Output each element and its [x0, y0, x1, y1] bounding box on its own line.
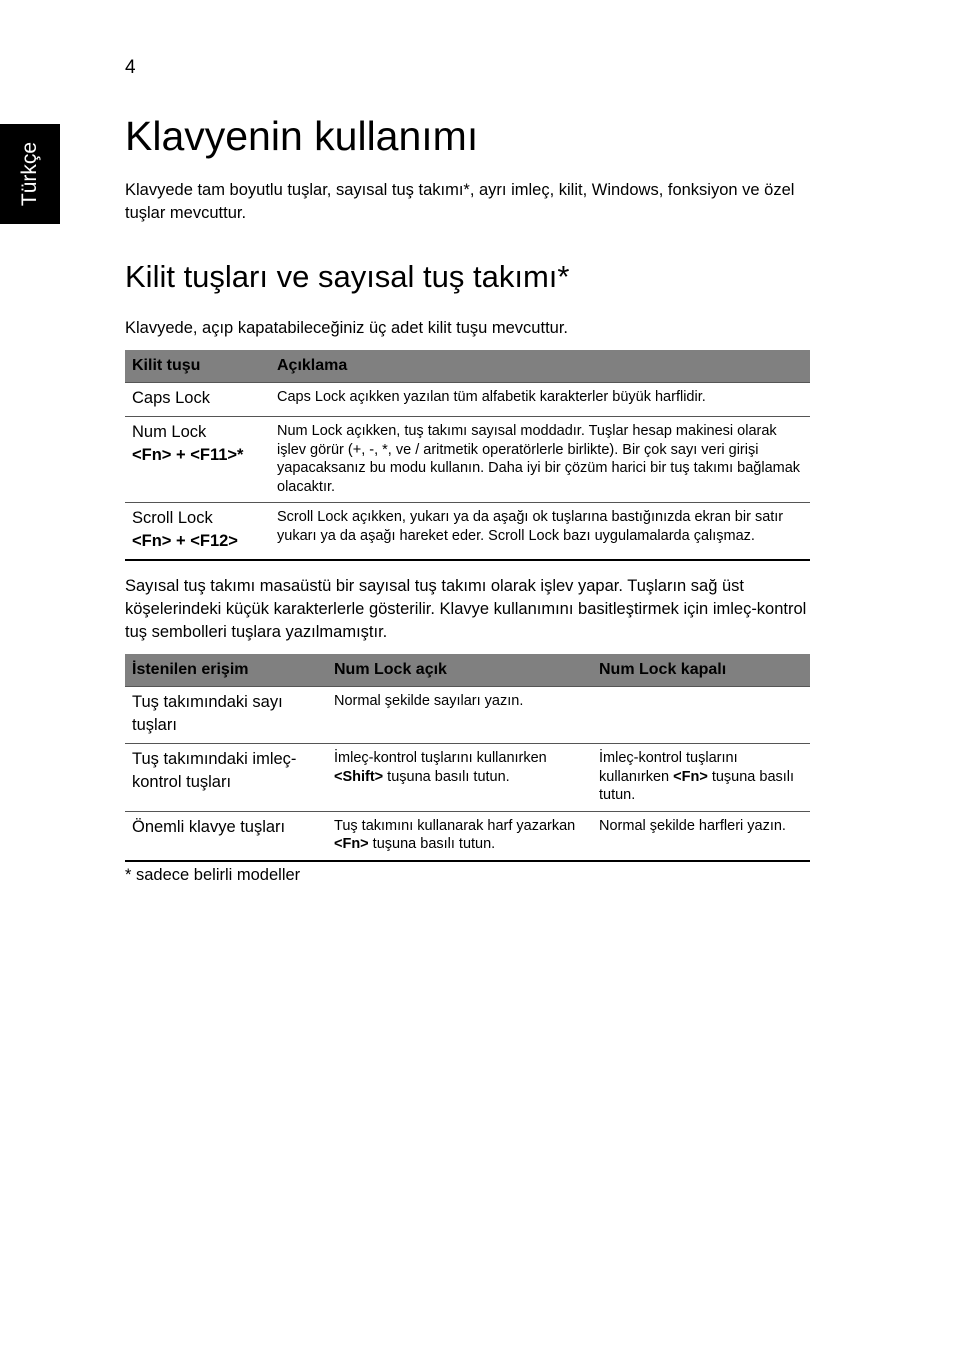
lock-key-name: Scroll Lock	[132, 509, 213, 527]
table-row	[125, 417, 810, 503]
lock-key-name: Caps Lock	[132, 389, 210, 407]
lock-key-description: Scroll Lock açıkken, yukarı ya da aşağı ok tuşlarına bastığınızda ekran bir satır yukarı ya da aşağı hareket eder. Scroll Lock bazı uygulamalarda çalışmaz.	[270, 503, 810, 561]
column-header: İstenilen erişim	[125, 654, 327, 687]
lock-key-cell	[125, 503, 270, 561]
lock-key-shortcut: <Fn> + <F11>*	[132, 446, 244, 464]
access-cell: Tuş takımındaki sayı tuşları	[125, 687, 327, 744]
numlock-on-cell: Tuş takımını kullanarak harf yazarkan <Fn> tuşuna basılı tutun.	[327, 811, 592, 861]
lock-key-shortcut: <Fn> + <F12>	[132, 532, 238, 550]
column-header: Açıklama	[270, 350, 810, 383]
column-header: Kilit tuşu	[125, 350, 270, 383]
access-cell: Önemli klavye tuşları	[125, 811, 327, 861]
numlock-off-cell	[592, 687, 810, 744]
numlock-on-cell: Normal şekilde sayıları yazın.	[327, 687, 592, 744]
section-intro: Klavyede, açıp kapatabileceğiniz üç adet kilit tuşu mevcuttur.	[125, 319, 568, 337]
lock-key-cell	[125, 417, 270, 503]
table-row	[125, 383, 810, 417]
lock-key-description: Caps Lock açıkken yazılan tüm alfabetik karakterler büyük harflidir.	[270, 383, 810, 417]
footnote: * sadece belirli modeller	[125, 866, 301, 884]
language-label: Türkçe	[18, 141, 41, 207]
table-header-row	[125, 654, 810, 687]
section-title: Kilit tuşları ve sayısal tuş takımı*	[125, 259, 570, 294]
keypad-paragraph: Sayısal tuş takımı masaüstü bir sayısal tuş takımı olarak işlev yapar. Tuşların sağ üst köşelerindeki küçük karakterlerle gösterilir. Klavye kullanımını basitleştirmek için imleç-kontrol tuş sembolleri tuşlara yazılmamıştır.	[125, 577, 807, 641]
keypad-access-table	[125, 654, 810, 862]
language-side-tab	[0, 124, 60, 224]
lock-key-name: Num Lock	[132, 423, 207, 441]
table-header-row	[125, 350, 810, 383]
lock-key-description: Num Lock açıkken, tuş takımı sayısal moddadır. Tuşlar hesap makinesi olarak işlev görür (+, -, *, ve / aritmetik operatörlerle birlikte). Bir çok sayı veri girişi yapacaksanız bu modu kullanın. Daha iyi bir çözüm harici bir tuş takımı bağlamak olacaktır.	[270, 417, 810, 503]
numlock-off-cell: Normal şekilde harfleri yazın.	[592, 811, 810, 861]
table-row	[125, 687, 810, 744]
numlock-on-cell: İmleç-kontrol tuşlarını kullanırken <Shift> tuşuna basılı tutun.	[327, 744, 592, 812]
intro-paragraph: Klavyede tam boyutlu tuşlar, sayısal tuş takımı*, ayrı imleç, kilit, Windows, fonksiyon ve özel tuşlar mevcuttur.	[125, 181, 795, 222]
numlock-off-cell: İmleç-kontrol tuşlarını kullanırken <Fn> tuşuna basılı tutun.	[592, 744, 810, 812]
table-row	[125, 744, 810, 812]
access-cell: Tuş takımındaki imleç-kontrol tuşları	[125, 744, 327, 812]
page-number: 4	[125, 57, 136, 78]
lock-key-cell	[125, 383, 270, 417]
table-row	[125, 503, 810, 561]
column-header: Num Lock açık	[327, 654, 592, 687]
column-header: Num Lock kapalı	[592, 654, 810, 687]
table-row	[125, 811, 810, 861]
page-title: Klavyenin kullanımı	[125, 113, 479, 159]
lock-keys-table	[125, 350, 810, 561]
